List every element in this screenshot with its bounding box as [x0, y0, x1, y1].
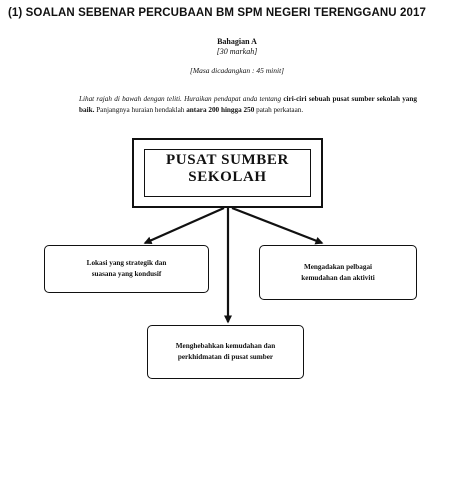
- point-node-right-text: Mengadakan pelbagai kemudahan dan aktiviti: [301, 262, 375, 282]
- central-topic-title: [134, 152, 321, 186]
- instruction-part-3: Panjangnya huraian hendaklah: [96, 105, 185, 114]
- instruction-part-5: patah perkataan.: [256, 105, 304, 114]
- section-title: Bahagian A: [217, 37, 257, 46]
- instruction-part-2: ciri-ciri sebuah pusat sumber sekolah yang baik.: [79, 95, 417, 114]
- point-node-right: [259, 245, 417, 300]
- instruction-part-4: antara 200 hingga 250: [186, 105, 255, 114]
- point-node-left: [44, 245, 209, 293]
- suggested-time: [Masa dicadangkan : 45 minit]: [189, 66, 285, 75]
- arrow-to-left-node: [145, 208, 224, 243]
- central-topic-line-1: PUSAT SUMBER: [166, 152, 289, 168]
- document-heading: (1) SOALAN SEBENAR PERCUBAAN BM SPM NEGERI TERENGGANU 2017: [8, 7, 426, 19]
- section-marks: [30 markah]: [216, 47, 258, 56]
- point-node-bottom: [147, 325, 304, 379]
- point-node-left-text: Lokasi yang strategik dan suasana yang kondusif: [86, 259, 167, 278]
- point-node-bottom-text: Menghebahkan kemudahan dan perkhidmatan di pusat sumber: [175, 342, 276, 361]
- instruction-part-1: Lihat rajah di bawah dengan teliti. Huraikan pendapat anda tentang: [79, 95, 282, 103]
- central-topic-line-2: SEKOLAH: [188, 169, 267, 185]
- central-topic-box: [132, 138, 323, 208]
- arrow-to-right-node: [232, 208, 322, 243]
